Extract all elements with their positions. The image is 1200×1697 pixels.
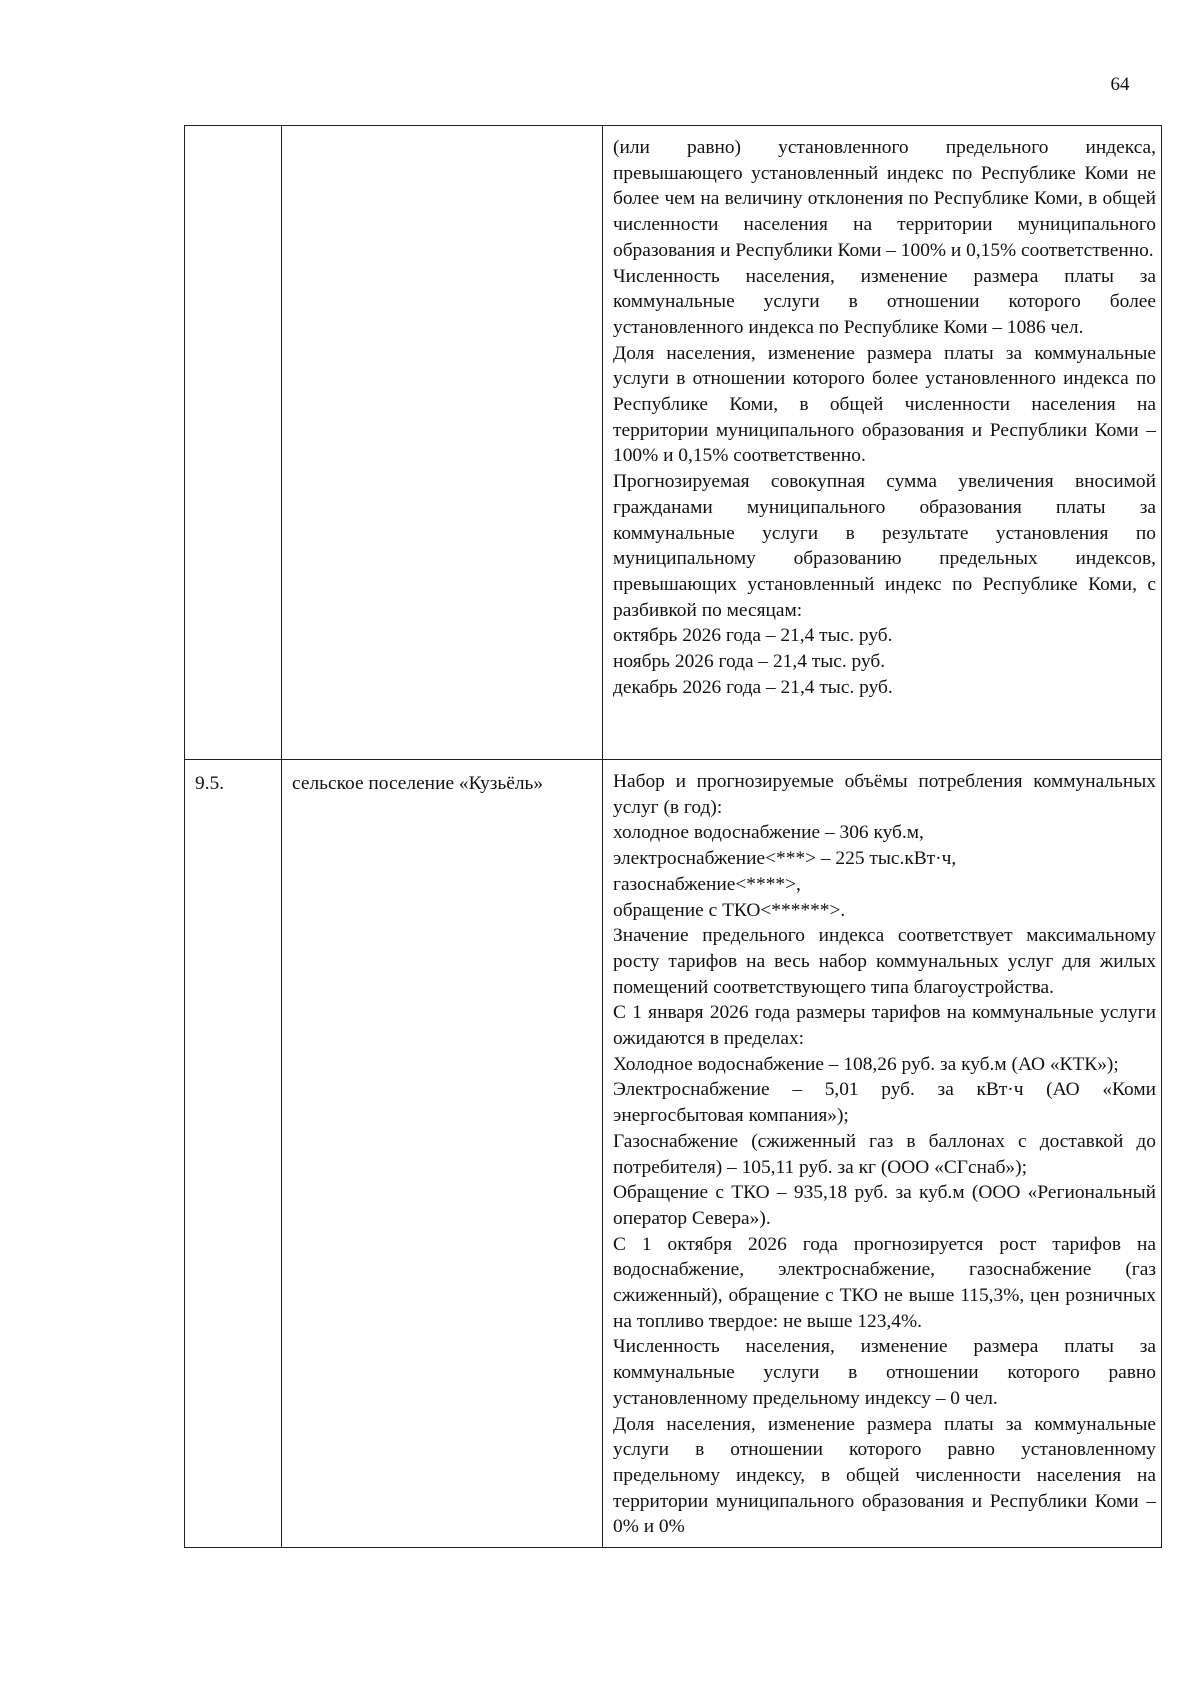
municipality-name: сельское поселение «Кузьёль» [292,773,544,794]
paragraph: С 1 января 2026 года размеры тарифов на коммунальные услуги ожидаются в пределах: [613,1002,1156,1050]
paragraph: Доля населения, изменение размера платы за коммунальные услуги в отношении которого более установленного индекса по Республике Коми, в общей численности населения на территории муниципального образования и Республики Коми – 100% и 0,15% соответственно. [613,342,1156,467]
paragraph: ноябрь 2026 года – 21,4 тыс. руб. [613,651,886,673]
details-cell [603,760,1162,1548]
tariff-table [184,125,1162,1548]
paragraph: Прогнозируемая совокупная сумма увеличения вносимой гражданами муниципального образования платы за коммунальные услуги в результате установления по муниципальному образованию предельных индексов, превышающих установленный индекс по Республике Коми, с разбивкой по месяцам: [613,471,1156,621]
paragraph: Электроснабжение – 5,01 руб. за кВт·ч (АО «Коми энергосбытовая компания»); [613,1079,1156,1127]
paragraph: октябрь 2026 года – 21,4 тыс. руб. [613,625,893,647]
paragraph: декабрь 2026 года – 21,4 тыс. руб. [613,676,893,698]
paragraph: Доля населения, изменение размера платы за коммунальные услуги в отношении которого равно установленному предельному индексу, в общей численности населения на территории муниципального образования и Республики Коми – 0% и 0% [613,1413,1156,1538]
row-number-cell [185,126,282,760]
paragraph: Численность населения, изменение размера платы за коммунальные услуги в отношении которого более установленного индекса по Республике Коми – 1086 чел. [613,265,1156,338]
paragraph: Численность населения, изменение размера платы за коммунальные услуги в отношении которого равно установленному предельному индексу – 0 чел. [613,1336,1156,1409]
paragraph: Холодное водоснабжение – 108,26 руб. за куб.м (АО «КТК»); [613,1053,1119,1075]
municipality-name-cell [282,760,603,1548]
paragraph: (или равно) установленного предельного индекса, превышающего установленный индекс по Республике Коми не более чем на величину отклонения по Республике Коми, в общей численности населения на территории муниципального образования и Республики Коми – 100% и 0,15% соответственно. [613,137,1156,261]
paragraph: С 1 октября 2026 года прогнозируется рост тарифов на водоснабжение, электроснабжение, газоснабжение (газ сжиженный), обращение с ТКО не выше 115,3%, цен розничных на топливо твердое: не выше 123,4%. [613,1233,1156,1332]
paragraph: обращение с ТКО<******>. [613,899,846,921]
row-number-cell: 9.5. [185,760,282,1548]
table-row [185,126,1162,760]
details-cell [603,126,1162,760]
table-row [185,760,1162,1548]
paragraph: газоснабжение<****>, [613,873,801,895]
paragraph: Газоснабжение (сжиженный газ в баллонах с доставкой до потребителя) – 105,11 руб. за кг (ООО «СГснаб»); [613,1130,1156,1178]
paragraph: Значение предельного индекса соответствует максимальному росту тарифов на весь набор коммунальных услуг для жилых помещений соответствующего типа благоустройства. [613,925,1156,998]
paragraph: холодное водоснабжение – 306 куб.м, [613,822,924,844]
page-number: 64 [1110,74,1130,95]
paragraph: электроснабжение<***> – 225 тыс.кВт·ч, [613,848,957,870]
paragraph: Набор и прогнозируемые объёмы потребления коммунальных услуг (в год): [613,771,1156,818]
paragraph: Обращение с ТКО – 935,18 руб. за куб.м (ООО «Региональный оператор Севера»). [613,1182,1156,1229]
municipality-name-cell [282,126,603,760]
